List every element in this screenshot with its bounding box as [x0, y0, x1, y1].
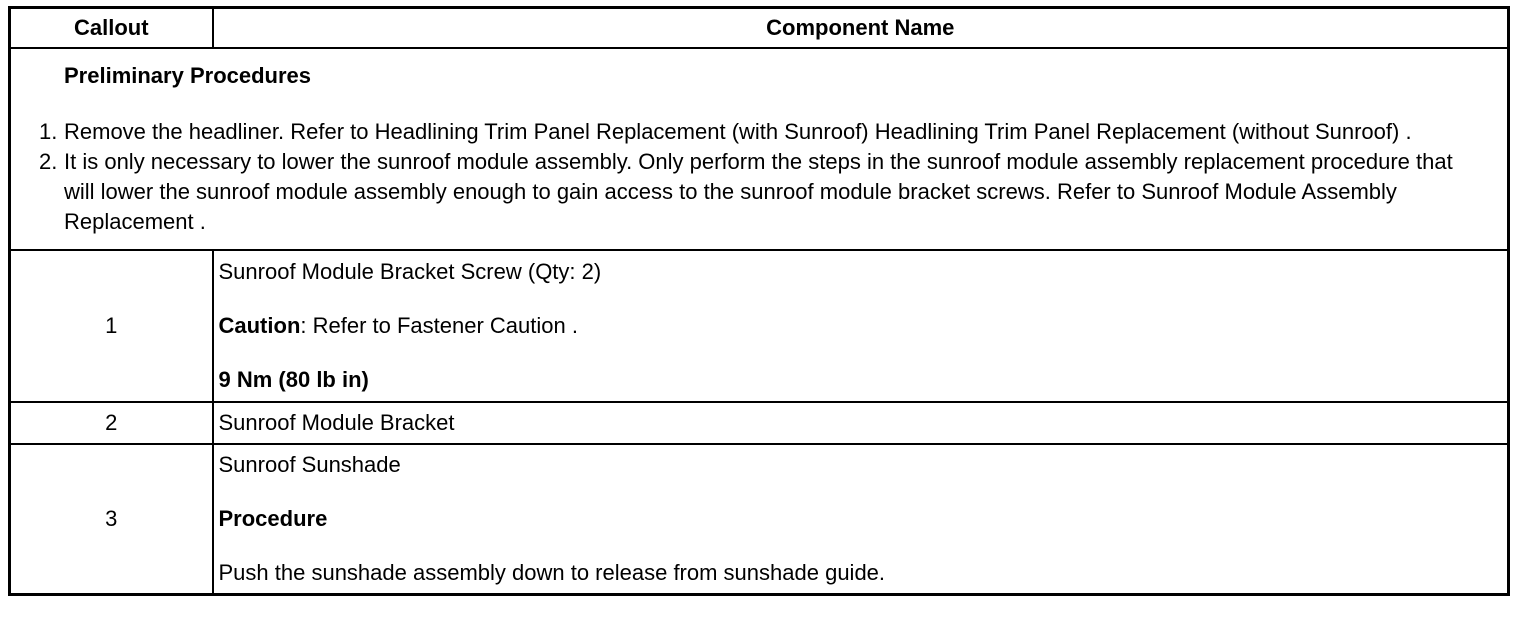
component-name: Sunroof Module Bracket: [218, 410, 455, 435]
component-name-column-header: Component Name: [213, 8, 1509, 49]
table-row: [10, 444, 1509, 595]
step-number: 2.: [39, 149, 58, 174]
callout-cell: 3: [10, 444, 213, 595]
preliminary-procedures-title: Preliminary Procedures: [64, 63, 312, 88]
preliminary-steps-list: [11, 117, 1507, 237]
table-header-row: [10, 8, 1509, 49]
component-cell: [213, 250, 1509, 402]
preliminary-procedures-cell: [10, 48, 1509, 250]
step-text: It is only necessary to lower the sunroof module assembly. Only perform the steps in the sunroof module assembly replacement procedure that will lower the sunroof module assembly enough to gain access to the sunroof module bracket screws. Refer to Sunroof Module Assembly Replacement .: [64, 149, 1453, 234]
step-text: Remove the headliner. Refer to Headlining Trim Panel Replacement (with Sunroof) Headlining Trim Panel Replacement (without Sunroof) .: [64, 119, 1412, 144]
callout-cell: 2: [10, 402, 213, 444]
procedure-label: Procedure: [218, 506, 328, 531]
torque-spec: 9 Nm (80 lb in): [218, 367, 369, 392]
caution-label: Caution: [218, 313, 301, 338]
component-name: Sunroof Sunshade: [218, 452, 401, 477]
list-item: [11, 147, 1507, 237]
callout-cell: 1: [10, 250, 213, 402]
callout-column-header: Callout: [10, 8, 213, 49]
preliminary-procedures-row: [10, 48, 1509, 250]
table-row: [10, 250, 1509, 402]
procedure-text: Push the sunshade assembly down to release from sunshade guide.: [218, 560, 886, 585]
list-item: [11, 117, 1507, 147]
component-name: Sunroof Module Bracket Screw (Qty: 2): [218, 259, 602, 284]
component-cell: [213, 444, 1509, 595]
table-row: [10, 402, 1509, 444]
caution-text: : Refer to Fastener Caution .: [300, 313, 578, 338]
caution-note: [219, 311, 1498, 341]
component-cell: [213, 402, 1509, 444]
step-number: 1.: [39, 119, 58, 144]
component-table: [8, 6, 1510, 596]
